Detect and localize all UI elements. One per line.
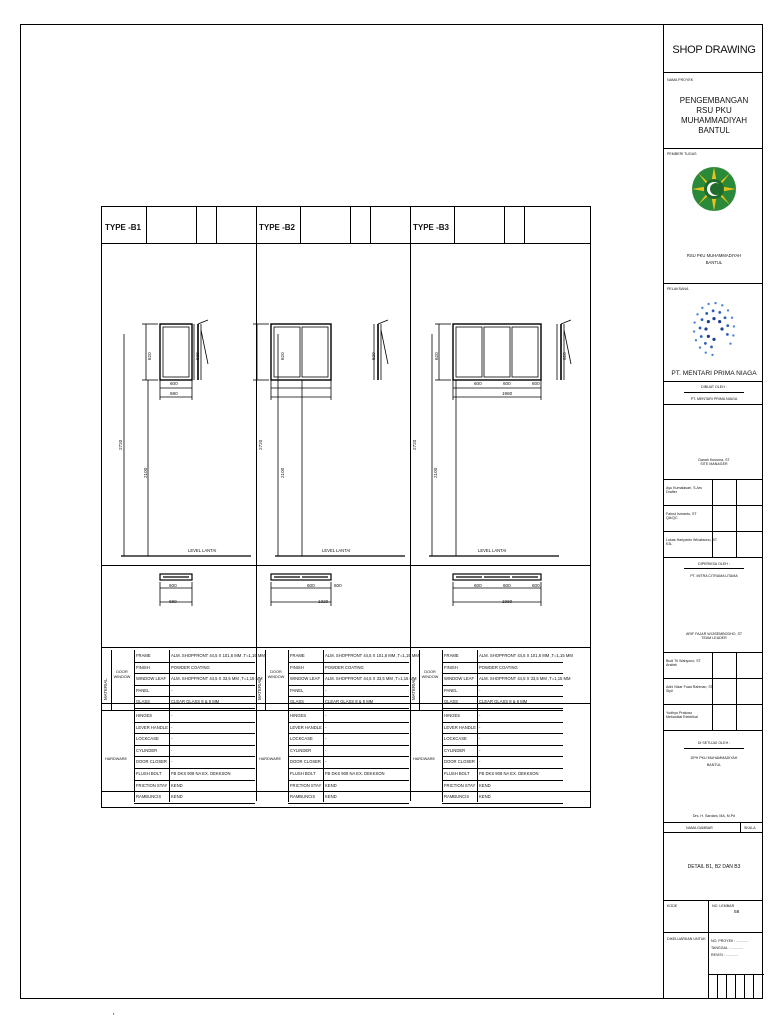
spec-item-label: FLUSH BOLT [136,771,162,776]
signer-a1: Ayu Kumalasari, S.Ars Drafter [666,486,702,494]
footnote-mark: ' [113,1012,115,1021]
spec-item-label: DOOR CLOSER [444,759,475,765]
b3-sill-height: 2100 [433,467,438,478]
spec-item-label: WINDOW LEAF [444,676,475,682]
b3-floor-label: LEVEL LANTAI [478,548,507,553]
spec-item-value: FB DKS 908 NA EX. DEKKSON [479,771,539,776]
project-label: NAMA PROYEK [667,78,694,82]
spec-item-value: - [171,759,173,765]
b1-floor-label: LEVEL LANTAI [188,548,217,553]
spec-table-2 [255,650,419,802]
spec-item-label: CYLINDER [444,747,466,753]
b1-plan-panel: 600 [169,583,177,588]
approved-org: DPH PKU MUHAMMADIYAH BANTUL [690,756,738,767]
spec-item-label: LOCKCASE [290,736,313,742]
made-by-label: DIBUAT OLEH : [701,385,727,389]
spec-item-label: FRICTION STAY [290,782,322,788]
b3-window-height: 620 [434,352,439,360]
spec-item-value: KEND [479,794,491,800]
spec-item-label: FLUSH BOLT [444,771,470,776]
spec-item-label: LOCKCASE [444,736,467,742]
material-group-label: MATERIAL [411,678,416,700]
approved-label: DI SETUJUI OLEH : [697,741,731,745]
checked-label: DIPERIKSA OLEH : [698,562,730,566]
contractor-name: PT. MENTARI PRIMA NIAGA [671,370,757,377]
hardware-group-label: HARDWARE [259,757,282,761]
spec-item-value: - [479,687,481,693]
made-by-company: PT. MENTARI PRIMA NIAGA [690,397,738,401]
b3-panel-1: 600 [474,381,482,386]
spec-item-value: KEND [171,794,183,800]
b3-plan-width: 1960 [502,599,513,604]
spec-item-label: RAMBUNCIS [444,794,470,800]
b3-total-height: 2720 [412,439,417,450]
spec-item-label: HINGES [444,713,461,718]
spec-item-value: - [479,736,481,742]
spec-item-value: - [171,687,173,693]
spec-item-label: FINISH [136,664,150,670]
spec-item-value: - [479,724,481,730]
spec-item-value: CLEAR GLASS 8 & 6 MM [479,699,528,705]
material-group-label: MATERIAL [257,678,262,700]
spec-item-label: LEVER HANDLE [444,724,476,730]
door-window-label: DOOR WINDOW [421,670,439,679]
spec-item-value: - [325,747,327,753]
spec-item-value: - [171,736,173,742]
issue-fields: NO. PROYEK : ............ TANGGAL : ............ REVISI : ............ [711,939,749,957]
site-manager-role: SITE MANAGER [700,462,728,466]
b1-side-height: 620 [195,352,200,360]
drawing-name-label: NAMA GAMBAR [686,826,713,830]
code-label: KODE [667,904,678,908]
spec-item-value: POWDER COATING [171,664,210,670]
spec-table-1 [101,650,265,802]
spec-item-label: FLUSH BOLT [290,771,316,776]
door-window-label: DOOR WINDOW [113,670,131,679]
spec-item-value: KEND [325,782,337,788]
signer-b3: Yudhyo Prakoso Mekanikal Elektrikal [666,711,698,719]
spec-item-value: ALM. SHOPFRONT 44,5 X 101,6 MM ,T=1,15 MM [325,653,419,658]
spec-item-label: FRICTION STAY [136,782,168,788]
issued-for-label: DIKELUARKAN UNTUK [667,937,706,941]
spec-item-label: CYLINDER [290,747,312,753]
spec-item-label: GLASS [136,699,150,705]
b1-plan-width: 680 [169,599,177,604]
spec-item-label: WINDOW LEAF [290,676,321,682]
type-b3-title: TYPE -B3 [413,223,450,232]
checked-lead-role: TEAM LEADER [701,636,727,640]
spec-item-value: - [325,687,327,693]
spec-item-label: FRICTION STAY [444,782,476,788]
b3-panel-2: 600 [503,381,511,386]
spec-item-label: WINDOW LEAF [136,676,167,682]
spec-item-label: FINISH [290,664,304,670]
spec-item-label: PANEL [444,687,458,693]
spec-item-label: CYLINDER [136,747,158,753]
spec-item-value: ALM. SHOPFRONT 44,5 X 33,5 MM ,T=1,15 MM [479,676,571,682]
spec-item-value: - [479,759,481,765]
sheet-no: 58 [734,910,740,915]
signer-b1: Budi Tri Wahyono, ST Arsitek [666,659,701,667]
b2-plan-panel-2: 600 [334,583,342,588]
spec-item-label: LEVER HANDLE [290,724,322,730]
spec-item-value: POWDER COATING [325,664,364,670]
scale-label: SKALA [744,826,756,830]
signer-a3: Lukas Hariyanto Wicaksono, ST K3L [666,538,718,546]
type-b1-title: TYPE -B1 [105,223,142,232]
spec-item-value: KEND [171,782,183,788]
b2-window-height: 620 [280,352,285,360]
b1-window-height: 620 [147,352,152,360]
spec-item-label: LEVER HANDLE [136,724,168,730]
checked-company: PT. MITRA CITRAMA UTAMA [690,574,738,578]
b2-side-height: 620 [371,352,376,360]
spec-item-value: - [325,736,327,742]
b1-total-height: 2720 [118,439,123,450]
spec-item-label: HINGES [290,713,307,718]
b3-overall-width: 1960 [502,391,513,396]
spec-item-value: - [171,713,173,718]
door-window-label: DOOR WINDOW [267,670,285,679]
mentari-logo-icon [694,300,734,358]
spec-item-value: CLEAR GLASS 8 & 6 MM [325,699,374,705]
spec-item-value: KEND [325,794,337,800]
b1-sill-height: 2100 [143,467,148,478]
b2-plan-panel-1: 600 [307,583,315,588]
b3-side-height: 620 [562,352,567,360]
b3-plan-panel-3: 600 [532,583,540,588]
spec-item-value: ALM. SHOPFRONT 44,5 X 33,5 MM ,T=1,15 MM [325,676,417,682]
spec-item-value: - [325,713,327,718]
drawing-name: DETAIL B1, B2 DAN B3 [687,864,741,870]
title-block [663,24,763,999]
spec-item-value: - [171,747,173,753]
spec-item-label: PANEL [290,687,304,693]
checked-lead: ARIF FAJAR WIJISEMBODHO, ST [685,632,743,636]
signer-b2: Adhi Nizar Fuad Rahman, ST Sipil [666,685,713,693]
type-b2-title: TYPE -B2 [259,223,296,232]
contractor-label: PELAKSANA [667,287,689,291]
b2-sill-height: 2100 [280,467,285,478]
spec-item-label: FRAME [136,653,151,658]
spec-item-label: DOOR CLOSER [290,759,321,765]
hardware-group-label: HARDWARE [105,757,128,761]
spec-item-value: CLEAR GLASS 8 & 6 MM [171,699,220,705]
b2-total-height: 2720 [258,439,263,450]
spec-item-label: DOOR CLOSER [136,759,167,765]
spec-item-value: - [479,747,481,753]
material-group-label: MATERIAL [103,678,108,700]
spec-item-label: RAMBUNCIS [290,794,316,800]
spec-item-value: KEND [479,782,491,788]
spec-item-value: - [479,713,481,718]
spec-item-value: FB DKS 908 NA EX. DEKKSON [325,771,385,776]
owner-name: RSU PKU MUHAMMADIYAH BANTUL [686,253,742,265]
spec-item-value: - [325,724,327,730]
b1-overall-width: 680 [170,391,178,396]
spec-item-label: FRAME [290,653,305,658]
b1-panel-width: 600 [170,381,178,386]
spec-item-value: - [325,759,327,765]
approved-person: Drs. H. Sardani, MA, M.Pd [692,814,736,818]
spec-item-label: HINGES [136,713,153,718]
spec-item-label: LOCKCASE [136,736,159,742]
spec-item-label: GLASS [444,699,458,705]
shop-drawing-heading: SHOP DRAWING [672,44,756,56]
spec-item-value: ALM. SHOPFRONT 44,5 X 101,6 MM ,T=1,15 MM [479,653,573,658]
site-manager-name: Danah Kusuma, ST [698,458,730,462]
muhammadiyah-logo-icon [690,164,738,214]
b2-plan-width: 1320 [318,599,329,604]
spec-item-label: PANEL [136,687,150,693]
spec-item-label: RAMBUNCIS [136,794,162,800]
signer-a2: Fahrul Ismanto, ST QA/QC [666,512,697,520]
owner-label: PEMBERI TUGAS [667,152,697,156]
spec-item-label: FINISH [444,664,458,670]
hardware-group-label: HARDWARE [413,757,436,761]
spec-table-3 [409,650,573,802]
spec-item-value: - [171,724,173,730]
spec-item-value: ALM. SHOPFRONT 44,5 X 101,6 MM ,T=1,15 MM [171,653,265,658]
project-name: PENGEMBANGAN RSU PKU MUHAMMADIYAH BANTUL [679,96,749,135]
b2-floor-label: LEVEL LANTAI [322,548,351,553]
sheet-no-label: NO. LEMBAR [712,904,735,908]
b3-panel-3: 600 [532,381,540,386]
spec-item-value: ALM. SHOPFRONT 44,5 X 33,5 MM ,T=1,15 MM [171,676,263,682]
spec-item-label: FRAME [444,653,459,658]
b3-plan-panel-2: 600 [503,583,511,588]
spec-item-value: FB DKS 908 NA EX. DEKKSON [171,771,231,776]
b3-plan-panel-1: 600 [474,583,482,588]
spec-item-label: GLASS [290,699,304,705]
spec-item-value: POWDER COATING [479,664,518,670]
